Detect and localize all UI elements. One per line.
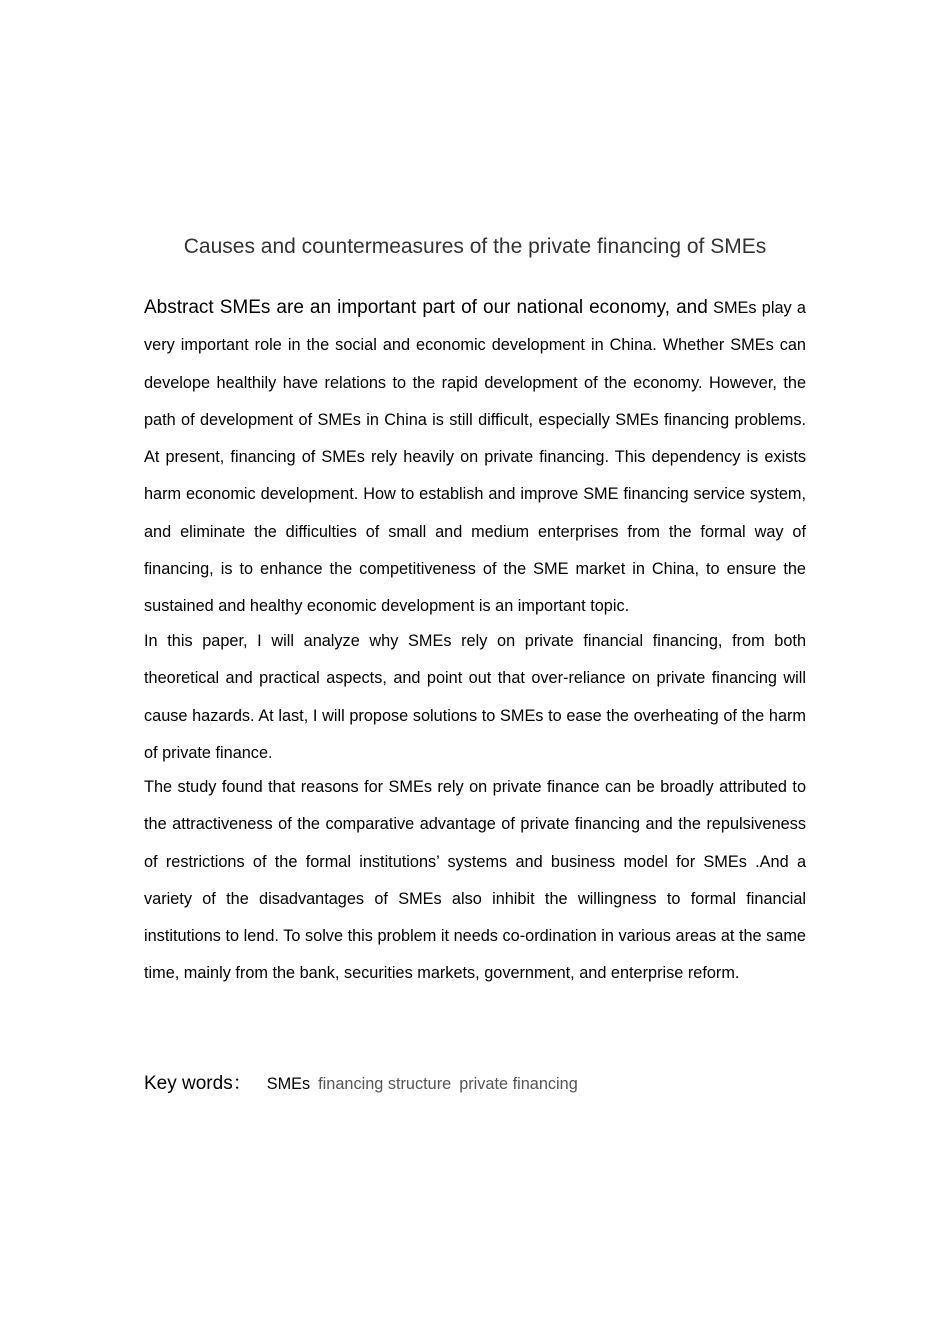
keyword-item: private financing	[459, 1075, 578, 1093]
page-title: Causes and countermeasures of the private financing of SMEs	[183, 235, 767, 258]
abstract-lead: Abstract SMEs are an important part of our national economy, and	[144, 297, 708, 318]
body-paragraph-2: The study found that reasons for SMEs rely on private finance can be broadly attributed to the attractiveness of the comparative advantage of private financing and the repulsiveness of restrictions of the formal institutions’ systems and business model for SMEs .And a variety of the disadvantages of SMEs also inhibit the willingness to formal financial institutions to lend. To solve this problem it needs co-ordination in various areas at the same time, mainly from the bank, securities markets, government, and enterprise reform.	[144, 778, 806, 983]
keyword-item: financing structure	[318, 1075, 452, 1093]
keywords-label: Key words：	[144, 1073, 252, 1094]
keywords-line	[144, 1068, 806, 1095]
abstract-paragraph	[144, 289, 806, 626]
body-paragraph-1: In this paper, I will analyze why SMEs rely on private financial financing, from both theoretical and practical aspects, and point out that over-reliance on private financing will cause hazards. At last, I will propose solutions to SMEs to ease the overheating of the harm of private finance.	[144, 632, 806, 762]
keyword-item: SMEs	[266, 1075, 311, 1093]
abstract-text: SMEs play a very important role in the social and economic development in China. Whether SMEs can develope healthily have relations to the rapid development of the economy. However, the path of development of SMEs in China is still difficult, especially SMEs financing problems. At present, financing of SMEs rely heavily on private financing. This dependency is exists harm economic development. How to establish and improve SME financing service system, and eliminate the difficulties of small and medium enterprises from the formal way of financing, is to enhance the competitiveness of the SME market in China, to ensure the sustained and healthy economic development is an important topic.	[144, 299, 806, 616]
